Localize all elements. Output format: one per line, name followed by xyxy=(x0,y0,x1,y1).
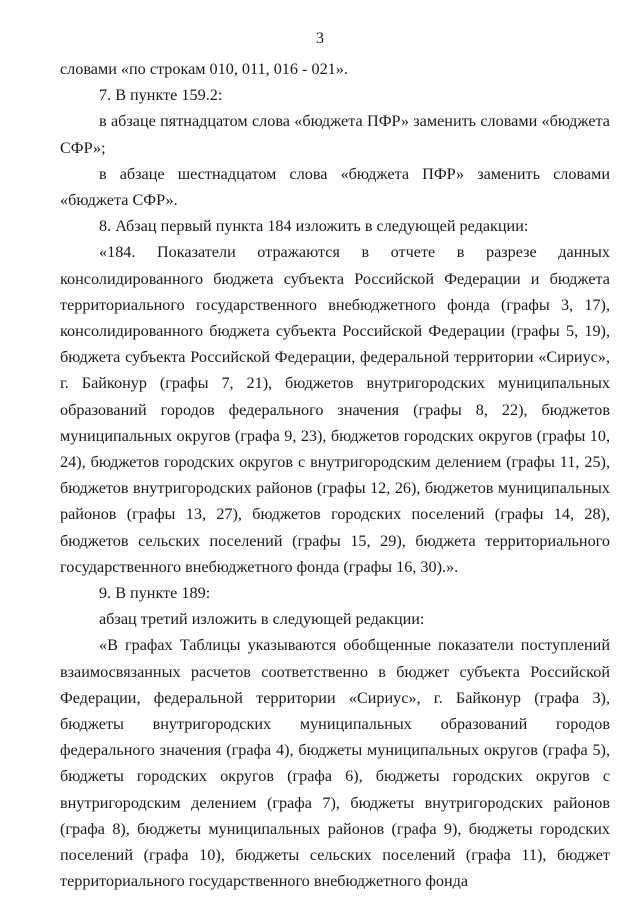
document-body xyxy=(60,56,610,895)
paragraph-item-8-quote: «184. Показатели отражаются в отчете в разрезе данных консолидированного бюджета субъекта Российской Федерации и бюджета территориального государственного внебюджетного фонда (графы 3, 17), консолидированного бюджета субъекта Российской Федерации (графы 5, 19), бюджета субъекта Российской Федерации, федеральной территории «Сириус», г. Байконур (графы 7, 21), бюджетов внутригородских муниципальных образований городов федерального значения (графы 8, 22), бюджетов муниципальных округов (графа 9, 23), бюджетов городских округов (графы 10, 24), бюджетов городских округов с внутригородским делением (графы 11, 25), бюджетов внутригородских районов (графы 12, 26), бюджетов муниципальных районов (графы 13, 27), бюджетов городских поселений (графы 14, 28), бюджетов сельских поселений (графы 15, 29), бюджета территориального государственного внебюджетного фонда (графы 16, 30).». xyxy=(60,243,610,576)
paragraph-continuation: словами «по строкам 010, 011, 016 - 021». xyxy=(60,60,348,78)
paragraph-item-9-abzac: абзац третий изложить в следующей редакции: xyxy=(99,610,425,629)
paragraph-item-7-abzac-16: в абзаце шестнадцатом слова «бюджета ПФР» заменить словами «бюджета СФР». xyxy=(60,164,610,210)
paragraph-item-7-abzac-15: в абзаце пятнадцатом слова «бюджета ПФР» заменить словами «бюджета СФР»; xyxy=(60,112,610,157)
paragraph-item-8: 8. Абзац первый пункта 184 изложить в следующей редакции: xyxy=(99,217,529,236)
paragraph-item-7: 7. В пункте 159.2: xyxy=(99,86,223,105)
page-number: 3 xyxy=(316,30,324,47)
paragraph-item-9: 9. В пункте 189: xyxy=(99,584,211,603)
paragraph-item-9-quote: «В графах Таблицы указываются обобщенные показатели поступлений взаимосвязанных расчетов соответственно в бюджет субъекта Российской Федерации, федеральной территории «Сириус», г. Байконур (графа 3), бюджеты внутригородских муниципальных образований городов федерального значения (графа 4), бюджеты муниципальных округов (графа 5), бюджеты городских округов (графа 6), бюджеты городских округов с внутригородским делением (графа 7), бюджеты внутригородских районов (графа 8), бюджеты муниципальных районов (графа 9), бюджеты городских поселений (графа 10), бюджеты сельских поселений (графа 11), бюджет территориального государственного внебюджетного фонда xyxy=(60,636,610,891)
